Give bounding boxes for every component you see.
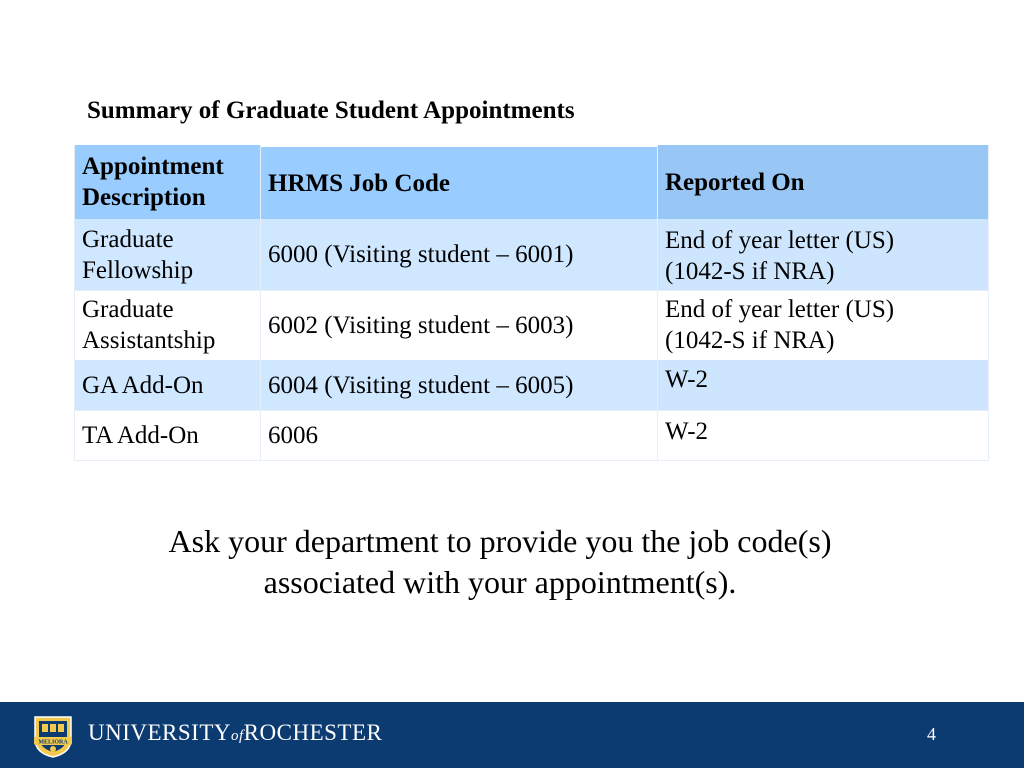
header-description-line1: Appointment: [82, 153, 224, 180]
row-1-report-line2: (1042-S if NRA): [665, 258, 835, 285]
table-row-1-code: [260, 219, 657, 290]
table-divider: [260, 145, 261, 461]
header-description: [74, 145, 260, 219]
row-3-report: W-2: [665, 366, 709, 393]
table-row-4-description: [74, 410, 260, 461]
table-row-2-description: [74, 290, 260, 360]
row-2-code: 6002 (Visiting student – 6003): [268, 311, 574, 339]
header-job-code: [260, 147, 657, 219]
wordmark-rochester: ROCHESTER: [243, 720, 383, 745]
row-4-report: W-2: [665, 418, 709, 445]
table-row-3-code: [260, 360, 657, 410]
row-4-desc: TA Add-On: [82, 422, 199, 449]
instruction-note: [0, 521, 1000, 603]
row-2-desc-line1: Graduate: [82, 296, 174, 323]
seal-motto: MELIORA: [38, 739, 68, 746]
header-description-line2: Description: [82, 184, 206, 211]
table-row-3-reported: [657, 360, 989, 410]
university-seal-icon: [30, 713, 76, 759]
table-divider: [74, 290, 989, 291]
table-row-1-reported: [657, 219, 989, 290]
slide-title: Summary of Graduate Student Appointments: [87, 97, 575, 124]
row-3-code: 6004 (Visiting student – 6005): [268, 371, 574, 399]
table-row-1-description: [74, 219, 260, 290]
instruction-note-line1: Ask your department to provide you the job code(s): [168, 523, 832, 559]
table-border: [74, 460, 989, 461]
row-2-report-line1: End of year letter (US): [665, 296, 895, 323]
page-number: 4: [927, 724, 936, 744]
header-reported-on-label: Reported On: [665, 168, 805, 196]
header-job-code-label: HRMS Job Code: [268, 169, 450, 197]
table-row-4-code: [260, 410, 657, 461]
table-divider: [657, 145, 658, 461]
table-divider: [74, 410, 989, 411]
table-row-2-reported: [657, 290, 989, 360]
header-reported-on: [657, 145, 989, 219]
row-1-desc-line1: Graduate: [82, 225, 174, 253]
instruction-note-line2: associated with your appointment(s).: [263, 564, 737, 600]
table-row-3-description: [74, 360, 260, 410]
row-1-code: 6000 (Visiting student – 6001): [268, 241, 574, 268]
footer-bar: [0, 702, 1024, 768]
table-row-4-reported: [657, 410, 989, 461]
wordmark-university: UNIVERSITY: [88, 720, 231, 745]
row-2-desc-line2: Assistantship: [82, 327, 216, 354]
row-1-desc-line2: Fellowship: [82, 256, 194, 284]
row-2-report-line2: (1042-S if NRA): [665, 327, 835, 354]
row-1-report-line1: End of year letter (US): [665, 227, 895, 254]
row-4-code: 6006: [268, 422, 318, 449]
university-wordmark: [88, 720, 382, 746]
row-3-desc: GA Add-On: [82, 371, 204, 399]
wordmark-of: of: [231, 728, 244, 744]
table-border: [988, 145, 989, 461]
table-border: [74, 145, 75, 461]
table-row-2-code: [260, 290, 657, 360]
appointments-table: [74, 145, 989, 461]
